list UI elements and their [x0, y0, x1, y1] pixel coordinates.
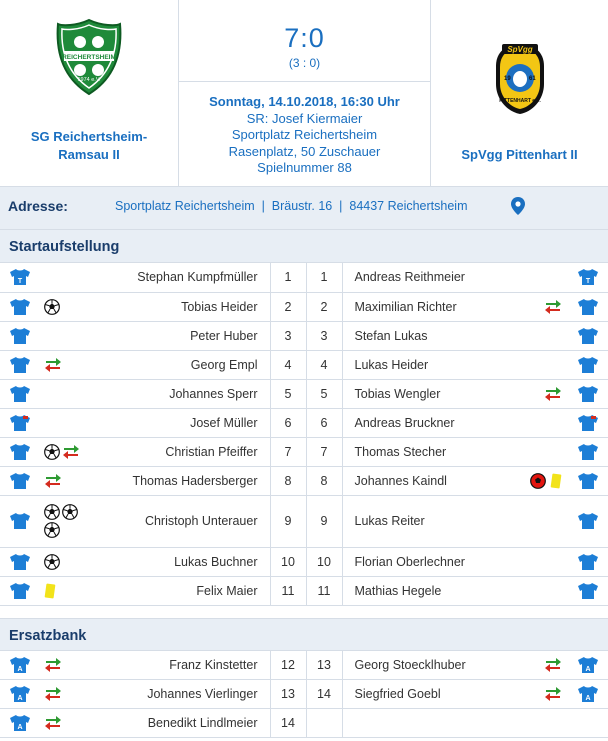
- guest-events: [492, 263, 568, 292]
- player-row: [0, 292, 608, 321]
- home-player-number: 2: [270, 292, 306, 321]
- home-events: [40, 680, 80, 709]
- own-goal-icon: [530, 473, 546, 489]
- svg-text:T: T: [17, 278, 23, 286]
- home-team-name-line1[interactable]: SG Reichertsheim-: [30, 129, 148, 144]
- substitution-icon: [544, 387, 562, 401]
- guest-shirt-icon: [568, 379, 608, 408]
- home-player-number: 3: [270, 321, 306, 350]
- home-team-name[interactable]: [0, 128, 178, 164]
- home-player-name[interactable]: Christian Pfeiffer: [80, 437, 270, 466]
- goal-icon: [62, 504, 78, 520]
- goal-icon: [44, 504, 60, 520]
- guest-events: [492, 379, 568, 408]
- home-player-name[interactable]: Johannes Vierlinger: [80, 680, 270, 709]
- svg-text:61: 61: [528, 76, 536, 82]
- guest-player-number: 6: [306, 408, 342, 437]
- substitution-icon: [544, 687, 562, 701]
- guest-player-number: 9: [306, 495, 342, 547]
- home-events: [40, 437, 80, 466]
- guest-player-number: 5: [306, 379, 342, 408]
- guest-shirt-icon: [568, 350, 608, 379]
- guest-player-number: 4: [306, 350, 342, 379]
- home-shirt-icon: [0, 321, 40, 350]
- bench-table: [0, 651, 608, 739]
- guest-events: [492, 408, 568, 437]
- svg-text:REICHERTSHEIM: REICHERTSHEIM: [62, 54, 116, 61]
- guest-team-logo[interactable]: [488, 38, 552, 116]
- player-row: [0, 437, 608, 466]
- svg-text:PITTENHART e.V.: PITTENHART e.V.: [498, 98, 541, 104]
- player-row: [0, 680, 608, 709]
- substitution-icon: [44, 687, 62, 701]
- guest-player-name[interactable]: Thomas Stecher: [342, 437, 492, 466]
- player-row: [0, 350, 608, 379]
- svg-text:T: T: [585, 278, 591, 286]
- guest-player-name[interactable]: Lukas Reiter: [342, 495, 492, 547]
- map-pin-icon[interactable]: [511, 197, 525, 215]
- lineup-table: [0, 263, 608, 606]
- svg-text:19: 19: [503, 76, 511, 82]
- home-player-number: 13: [270, 680, 306, 709]
- address-label: Adresse:: [8, 198, 68, 214]
- home-player-name[interactable]: Lukas Buchner: [80, 547, 270, 576]
- yellow-card-icon: [550, 473, 562, 489]
- home-shirt-icon: [0, 292, 40, 321]
- player-row: [0, 321, 608, 350]
- guest-shirt-icon: [568, 437, 608, 466]
- venue: Sportplatz Reichertsheim: [231, 127, 378, 142]
- home-player-name[interactable]: Johannes Sperr: [80, 379, 270, 408]
- home-events: [40, 321, 80, 350]
- home-events: [40, 709, 80, 738]
- guest-events: [492, 321, 568, 350]
- home-events: [40, 263, 80, 292]
- player-row: [0, 651, 608, 680]
- lineup-section-header: [0, 230, 608, 263]
- substitution-icon: [44, 658, 62, 672]
- guest-team-name[interactable]: SpVgg Pittenhart II: [461, 147, 578, 162]
- guest-events: [492, 466, 568, 495]
- goal-icon: [44, 522, 60, 538]
- home-shirt-icon: [0, 379, 40, 408]
- home-player-number: 5: [270, 379, 306, 408]
- guest-player-number: 8: [306, 466, 342, 495]
- guest-events: [492, 437, 568, 466]
- home-player-number: 10: [270, 547, 306, 576]
- home-player-name[interactable]: Franz Kinstetter: [80, 651, 270, 680]
- match-number: Spielnummer 88: [257, 160, 352, 175]
- address-bar: [0, 187, 608, 230]
- address-link[interactable]: Sportplatz Reichertsheim | Bräustr. 16 | 84437 Reichertsheim: [115, 199, 468, 213]
- svg-text:SpVgg: SpVgg: [506, 45, 533, 54]
- home-events: [40, 576, 80, 605]
- guest-player-number: 7: [306, 437, 342, 466]
- match-info: [178, 0, 431, 186]
- guest-events: [492, 495, 568, 547]
- home-shirt-icon: [0, 263, 40, 292]
- home-events: [40, 408, 80, 437]
- guest-player-name[interactable]: Mathias Hegele: [342, 576, 492, 605]
- svg-text:A: A: [17, 665, 23, 673]
- guest-player-name[interactable]: Tobias Wengler: [342, 379, 492, 408]
- svg-text:A: A: [17, 695, 23, 702]
- goal-icon: [44, 554, 60, 570]
- guest-shirt-icon: [568, 466, 608, 495]
- home-player-number: 8: [270, 466, 306, 495]
- home-events: [40, 379, 80, 408]
- home-shirt-icon: [0, 350, 40, 379]
- player-row: [0, 466, 608, 495]
- guest-shirt-icon: [568, 263, 608, 292]
- home-events: [40, 651, 80, 680]
- guest-player-name[interactable]: [342, 709, 492, 738]
- home-player-name[interactable]: Peter Huber: [80, 321, 270, 350]
- home-player-number: 11: [270, 576, 306, 605]
- guest-player-name[interactable]: Johannes Kaindl: [342, 466, 492, 495]
- home-team-block[interactable]: [0, 0, 178, 186]
- svg-text:1974 e.V.: 1974 e.V.: [77, 77, 101, 83]
- home-player-number: 14: [270, 709, 306, 738]
- home-events: [40, 547, 80, 576]
- bench-section-header: [0, 618, 608, 651]
- final-score: 7:0: [284, 23, 325, 53]
- home-team-name-line2[interactable]: Ramsau II: [58, 147, 120, 162]
- player-row: [0, 379, 608, 408]
- home-team-logo[interactable]: [54, 18, 124, 96]
- home-player-name[interactable]: Christoph Unterauer: [80, 495, 270, 547]
- substitution-icon: [544, 300, 562, 314]
- home-player-name[interactable]: Felix Maier: [80, 576, 270, 605]
- player-row: [0, 576, 608, 605]
- guest-player-name[interactable]: Siegfried Goebl: [342, 680, 492, 709]
- player-row: [0, 495, 608, 547]
- player-row: [0, 408, 608, 437]
- substitution-icon: [44, 716, 62, 730]
- guest-shirt-icon: [568, 576, 608, 605]
- substitution-icon: [544, 658, 562, 672]
- guest-player-number: 13: [306, 651, 342, 680]
- player-row: [0, 263, 608, 292]
- guest-events: [492, 651, 568, 680]
- guest-events: [492, 292, 568, 321]
- guest-player-name[interactable]: Georg Stoecklhuber: [342, 651, 492, 680]
- home-player-number: 1: [270, 263, 306, 292]
- home-events: [40, 292, 80, 321]
- substitution-icon: [44, 474, 62, 488]
- guest-player-name[interactable]: Andreas Reithmeier: [342, 263, 492, 292]
- svg-text:A: A: [17, 724, 23, 731]
- guest-player-name[interactable]: Stefan Lukas: [342, 321, 492, 350]
- guest-shirt-icon: [568, 680, 608, 709]
- goal-icon: [44, 444, 60, 460]
- guest-events: [492, 709, 568, 738]
- guest-player-name[interactable]: Lukas Heider: [342, 350, 492, 379]
- home-player-number: 9: [270, 495, 306, 547]
- guest-events: [492, 547, 568, 576]
- guest-shirt-icon: [568, 321, 608, 350]
- pitch-info: Rasenplatz, 50 Zuschauer: [228, 143, 381, 159]
- svg-text:A: A: [585, 665, 591, 673]
- guest-team-block[interactable]: [431, 0, 608, 186]
- referee: SR: Josef Kiermaier: [246, 110, 363, 126]
- home-shirt-icon: [0, 408, 40, 437]
- guest-shirt-icon: [568, 547, 608, 576]
- guest-shirt-icon: [568, 651, 608, 680]
- home-events: [40, 350, 80, 379]
- home-shirt-icon: [0, 680, 40, 709]
- goal-icon: [44, 299, 60, 315]
- home-player-name[interactable]: Georg Empl: [80, 350, 270, 379]
- home-player-name[interactable]: Thomas Hadersberger: [80, 466, 270, 495]
- player-row: [0, 547, 608, 576]
- home-events: [40, 466, 80, 495]
- yellow-card-icon: [44, 583, 56, 599]
- home-shirt-icon: [0, 466, 40, 495]
- halftime-score: (3 : 0): [288, 56, 321, 70]
- substitution-icon: [44, 358, 62, 372]
- home-shirt-icon: [0, 547, 40, 576]
- guest-events: [492, 350, 568, 379]
- guest-player-name[interactable]: Maximilian Richter: [342, 292, 492, 321]
- bench-title: Ersatzbank: [9, 627, 87, 644]
- home-player-number: 7: [270, 437, 306, 466]
- match-date: Sonntag, 14.10.2018, 16:30 Uhr: [209, 94, 400, 109]
- guest-player-number: 14: [306, 680, 342, 709]
- home-player-number: 12: [270, 651, 306, 680]
- guest-shirt-icon: [568, 292, 608, 321]
- home-shirt-icon: [0, 437, 40, 466]
- home-player-number: 4: [270, 350, 306, 379]
- guest-player-number: [306, 709, 342, 738]
- home-events: [40, 495, 80, 547]
- home-shirt-icon: [0, 651, 40, 680]
- home-shirt-icon: [0, 576, 40, 605]
- home-player-name[interactable]: Stephan Kumpfmüller: [80, 263, 270, 292]
- home-player-name[interactable]: Tobias Heider: [80, 292, 270, 321]
- score-box: [179, 0, 430, 82]
- home-player-number: 6: [270, 408, 306, 437]
- guest-shirt-icon: [568, 408, 608, 437]
- home-player-name[interactable]: Benedikt Lindlmeier: [80, 709, 270, 738]
- guest-player-number: 10: [306, 547, 342, 576]
- substitution-icon: [62, 445, 80, 459]
- guest-player-number: 2: [306, 292, 342, 321]
- svg-text:A: A: [585, 695, 591, 702]
- guest-shirt-icon: [568, 709, 608, 738]
- home-shirt-icon: [0, 495, 40, 547]
- guest-player-number: 1: [306, 263, 342, 292]
- lineup-title: Startaufstellung: [9, 239, 120, 255]
- home-shirt-icon: [0, 709, 40, 738]
- home-player-name[interactable]: Josef Müller: [80, 408, 270, 437]
- guest-shirt-icon: [568, 495, 608, 547]
- match-header: [0, 0, 608, 187]
- guest-player-number: 11: [306, 576, 342, 605]
- guest-player-name[interactable]: Florian Oberlechner: [342, 547, 492, 576]
- guest-events: [492, 680, 568, 709]
- guest-events: [492, 576, 568, 605]
- guest-player-name[interactable]: Andreas Bruckner: [342, 408, 492, 437]
- player-row: [0, 709, 608, 738]
- guest-player-number: 3: [306, 321, 342, 350]
